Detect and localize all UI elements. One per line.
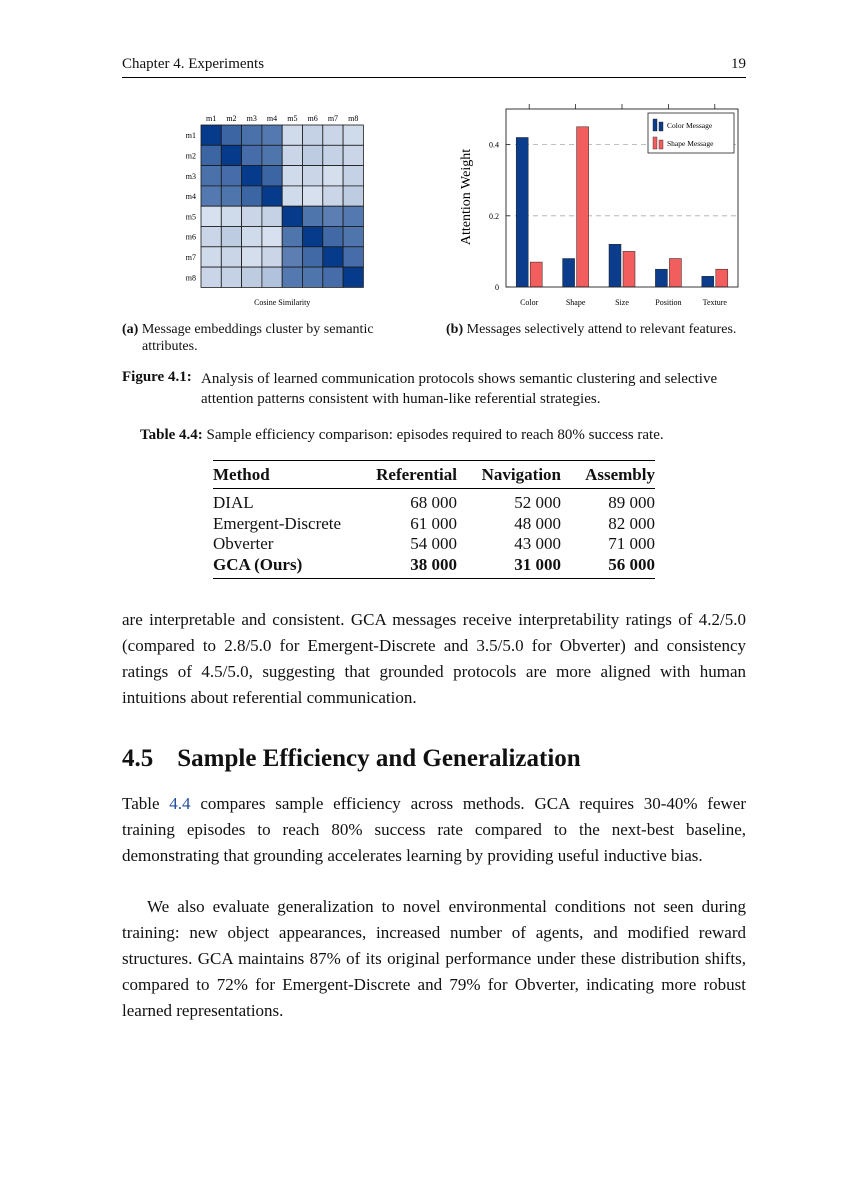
heatmap-column-label: m4 [266, 114, 278, 123]
x-tick-label: Size [615, 298, 629, 307]
heatmap-cell [221, 125, 241, 145]
paragraph-text: Table [122, 794, 170, 813]
heatmap-cell [323, 125, 343, 145]
heatmap-cell [201, 206, 221, 226]
heatmap-cell [242, 227, 262, 247]
table-cell: DIAL [213, 493, 254, 513]
heatmap-row-label: m1 [185, 131, 196, 141]
heatmap-cell [221, 206, 241, 226]
chart-legend [648, 113, 734, 153]
heatmap-cell [201, 145, 221, 165]
heatmap-cell [303, 227, 323, 247]
heatmap-cell [303, 145, 323, 165]
bar [563, 259, 575, 287]
heatmap-cell [262, 227, 282, 247]
heatmap-cell [221, 145, 241, 165]
x-tick-label: Shape [565, 298, 586, 307]
paragraph-text: compares sample efficiency across methods. GCA requires 30-40% fewer training episodes to reach 80% success rate compared to the next-best baseline, demonstrating that grounding accelerates learning by providing useful inductive bias. [122, 794, 746, 865]
heatmap-cell [262, 247, 282, 267]
heatmap-row-label: m4 [185, 192, 196, 202]
heatmap-cell [303, 267, 323, 287]
body-paragraph: are interpretable and consistent. GCA messages receive interpretability ratings of 4.2/5.0 (compared to 2.8/5.0 for Emergent-Discrete and 3.5/5.0 for Obverter) and consistency ratings of 4.5/5.0, suggesting that grounded protocols are more aligned with human intuitions about referential communication. [122, 610, 746, 707]
heatmap-cell [242, 186, 262, 206]
heatmap-cell [343, 186, 363, 206]
heatmap-row-label: m3 [185, 171, 196, 181]
table-cell: 48 000 [514, 513, 561, 533]
heatmap-cell [242, 267, 262, 287]
table-cell: 31 000 [514, 554, 561, 574]
heatmap-cell [343, 206, 363, 226]
table-cell: 89 000 [608, 493, 655, 513]
table-cell: Emergent-Discrete [213, 513, 342, 533]
table-cell: 52 000 [514, 493, 561, 513]
heatmap-cell [303, 166, 323, 186]
table-header-row [213, 461, 655, 489]
heatmap-row-label: m8 [185, 273, 196, 283]
heatmap-cell [323, 186, 343, 206]
legend-swatch [653, 119, 657, 131]
heatmap-cell [221, 166, 241, 186]
table-row [213, 534, 655, 555]
heatmap-cell [262, 267, 282, 287]
heatmap-cell [262, 206, 282, 226]
heatmap-cell [221, 267, 241, 287]
heatmap-column-label: m5 [287, 114, 298, 123]
table-reference-link[interactable]: 4.4 [169, 794, 191, 813]
table-cell: 61 000 [410, 513, 457, 533]
bar [516, 137, 528, 287]
bar [609, 244, 621, 287]
legend-label: Color Message [667, 121, 713, 130]
table-cell: 68 000 [410, 493, 457, 513]
heatmap-cell [303, 125, 323, 145]
heatmap-cell [323, 227, 343, 247]
heatmap-cell [303, 186, 323, 206]
heatmap-cell [303, 206, 323, 226]
bar [577, 127, 589, 287]
heatmap-column-labels [206, 114, 358, 123]
heatmap-cell [201, 166, 221, 186]
heatmap-cell [343, 247, 363, 267]
legend-swatch [653, 137, 657, 149]
x-tick-label: Color [520, 298, 539, 307]
heatmap-cell [262, 166, 282, 186]
section-number: 4.5 [122, 745, 154, 772]
table-cell: 38 000 [410, 554, 457, 574]
page-number: 19 [731, 56, 746, 72]
heatmap-cell [343, 227, 363, 247]
y-tick-label: 0.4 [489, 140, 499, 150]
heatmap-column-label: m7 [327, 114, 339, 123]
heatmap-cell [303, 247, 323, 267]
heatmap-cell [201, 267, 221, 287]
heatmap-cell [242, 166, 262, 186]
heatmap-cell [242, 206, 262, 226]
bar [702, 276, 714, 287]
heatmap-row-label: m2 [185, 151, 196, 161]
body-paragraph: We also evaluate generalization to novel environmental conditions not seen during training: new object appearances, increased number of agents, and modified reward structures. GCA maintains 87% of its original performance under these distribution shifts, compared to 72% for Emergent-Discrete and 79% for Obverter, indicating more robust learned representations. [122, 897, 746, 1020]
heatmap-cell [282, 247, 302, 267]
heatmap-row-labels [186, 131, 196, 282]
heatmap-cell [242, 247, 262, 267]
table-cell: 82 000 [608, 513, 655, 533]
x-tick-label: Texture [702, 298, 727, 307]
heatmap-cell [262, 125, 282, 145]
section-title: Sample Efficiency and Generalization [177, 745, 581, 772]
heatmap-cell [343, 125, 363, 145]
table-cell: 43 000 [514, 534, 561, 554]
heatmap-cell [323, 145, 343, 165]
table-row [213, 514, 655, 535]
header-rule [122, 77, 746, 78]
heatmap-cell [201, 125, 221, 145]
heatmap-cell [323, 247, 343, 267]
heatmap-row-label: m5 [185, 212, 196, 222]
subcaption-a-label: (a) [122, 322, 139, 337]
heatmap-cell [282, 206, 302, 226]
subcaption-a-text: Message embeddings cluster by semantic attributes. [141, 322, 374, 354]
heatmap-column-label: m3 [246, 114, 257, 123]
table-caption-label: Table 4.4: [140, 427, 203, 443]
heatmap-cell [242, 145, 262, 165]
y-tick-label: 0.2 [489, 211, 499, 221]
heatmap-row-label: m6 [185, 232, 196, 242]
chart-ylabel: Attention Weight [459, 148, 474, 246]
table-row-ours [213, 555, 655, 576]
col-header-assembly: Assembly [585, 464, 655, 484]
heatmap-column-label: m2 [226, 114, 237, 123]
table-cell: 71 000 [608, 534, 655, 554]
heatmap-cell [343, 145, 363, 165]
heatmap-cell [201, 227, 221, 247]
col-header-navigation: Navigation [481, 464, 561, 484]
running-header-chapter: Chapter 4. Experiments [122, 56, 265, 72]
subcaption-b-text: Messages selectively attend to relevant features. [466, 322, 737, 337]
subcaption-a [122, 321, 425, 355]
figure-caption-text: Analysis of learned communication protocols shows semantic clustering and selective attention patterns consistent with human-like referential strategies. [201, 371, 718, 407]
chart-gridlines [506, 145, 738, 216]
heatmap-column-label: m8 [348, 114, 359, 123]
heatmap-cell [282, 166, 302, 186]
heatmap-cell [343, 166, 363, 186]
bar [623, 251, 635, 287]
table-cell: 54 000 [410, 534, 457, 554]
results-table-wrapper [213, 460, 655, 579]
heatmap-cell [282, 125, 302, 145]
heatmap-cell [201, 186, 221, 206]
body-paragraph [122, 791, 746, 869]
table-cell: 56 000 [608, 554, 655, 574]
heatmap-cell [221, 186, 241, 206]
heatmap-row-label: m7 [185, 252, 196, 262]
similarity-heatmap [160, 108, 380, 313]
chart-y-ticks [489, 141, 510, 292]
heatmap-cell [343, 267, 363, 287]
heatmap-cells [201, 125, 363, 287]
y-tick-label: 0 [495, 283, 499, 292]
bar [655, 269, 667, 287]
heatmap-cell [242, 125, 262, 145]
heatmap-column-label: m6 [307, 114, 318, 123]
heatmap-cell [323, 206, 343, 226]
heatmap-cell [282, 227, 302, 247]
bar [530, 262, 542, 287]
legend-label: Shape Message [667, 139, 714, 148]
table-cell: GCA (Ours) [213, 554, 303, 574]
heatmap-cell [262, 145, 282, 165]
col-header-referential: Referential [376, 464, 457, 484]
results-table [213, 461, 655, 575]
table-bottom-rule [213, 578, 655, 579]
figure-caption-label: Figure 4.1: [122, 369, 192, 385]
heatmap-cell [323, 267, 343, 287]
attention-bar-chart [445, 100, 750, 312]
table-caption-text: Sample efficiency comparison: episodes required to reach 80% success rate. [206, 427, 664, 443]
col-header-method: Method [213, 464, 270, 484]
subcaption-b [446, 321, 746, 338]
section-heading [122, 745, 581, 773]
legend-swatch [659, 140, 663, 149]
table-cell: Obverter [213, 534, 274, 554]
heatmap-cell [221, 227, 241, 247]
heatmap-cell [282, 186, 302, 206]
heatmap-cell [262, 186, 282, 206]
heatmap-cell [323, 166, 343, 186]
legend-swatch [659, 122, 663, 131]
heatmap-cell [282, 145, 302, 165]
heatmap-cell [221, 247, 241, 267]
heatmap-column-label: m1 [206, 114, 217, 123]
bar [669, 259, 681, 287]
heatmap-cell [282, 267, 302, 287]
x-tick-label: Position [655, 298, 682, 307]
subcaption-b-label: (b) [446, 322, 464, 337]
heatmap-xlabel: Cosine Similarity [254, 298, 311, 307]
table-row [213, 489, 655, 514]
bar [716, 269, 728, 287]
heatmap-cell [201, 247, 221, 267]
table-caption [140, 427, 664, 444]
